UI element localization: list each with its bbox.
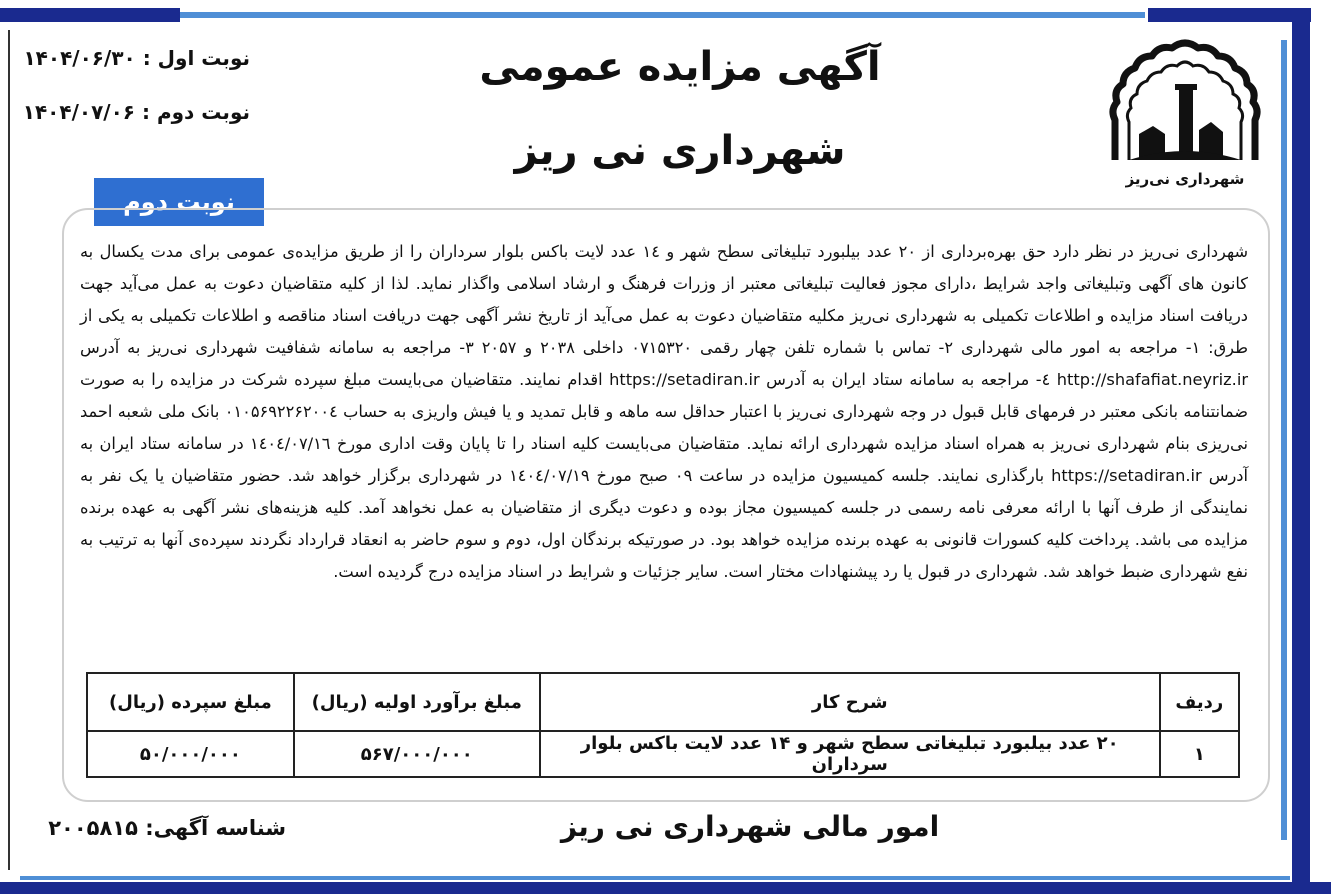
frame-top-bar [180,12,1145,18]
frame-top-right-bar [1148,8,1311,22]
frame-bottom-bar [0,882,1331,894]
announcement-body: شهرداری نی‌ریز در نظر دارد حق بهره‌برداری از ۲۰ عدد بیلبورد تبلیغاتی سطح شهر و ۱٤ عدد لایت باکس بلوار سرداران را از طریق مزایده‌ی عمومی برای مدت یکسال به کانون های آگهی وتبلیغاتی واجد شرایط ،دارای مجوز فعالیت تبلیغاتی معتبر از وزرات فرهنگ و ارشاد اسلامی واگذار نماید. لذا از کلیه متقاضیان دعوت به عمل می‌آید جهت دریافت اسناد مزایده و اطلاعات تکمیلی به شهرداری نی‌ریز مکلیه متقاضیان دعوت به عمل می‌آید از تاریخ نشر آگهی جهت دریافت اسناد مناقصه و اطلاعات تکمیلی به یکی از طرق: ۱- مراجعه به امور مالی شهرداری ۲- تماس با شماره تلفن چهار رقمی ۰۷۱۵۳۲۰ داخلی ۲۰۳۸ و ۲۰۵۷ ۳- مراجعه به سامانه شفافیت شهرداری نی‌ریز به آدرس http://shafafiat.neyriz.ir ٤- مراجعه به سامانه ستاد ایران به آدرس https://setadiran.ir اقدام نمایند. متقاضیان می‌بایست مبلغ سپرده شرکت در مزایده را به صورت ضمانتنامه بانکی معتبر در فرمهای قابل قبول در وجه شهرداری نی‌ریز با اعتبار حداقل سه ماهه و قابل تمدید و یا فیش واریزی به حساب ۰۱۰۵۶۹۲۲۶۲۰۰٤ بانک ملی شعبه احمد نی‌ریزی بنام شهرداری نی‌ریز به همراه اسناد مزایده شهرداری ارائه نماید. متقاضیان می‌بایست کلیه اسناد را تا پایان وقت اداری مورخ ۱٤۰٤/۰۷/۱٦ در سامانه ستاد ایران به آدرس https://setadiran.ir بارگذاری نمایند. جلسه کمیسیون مزایده در ساعت ۰۹ صبح مورخ ۱٤۰٤/۰۷/۱۹ در شهرداری برگزار خواهد شد. حضور متقاضیان یا یک نفر به نمایندگی از طرف آنها با ارائه معرفی نامه رسمی در جلسه کمیسیون مجاز بوده و دعوت دیگری از متقاضیان به عمل نخواهد آمد. کلیه هزینه‌های نشر آگهی به عهده برنده مزایده می باشد. پرداخت کلیه کسورات قانونی به عهده برنده مزایده خواهد بود. در صورتیکه برندگان اول، دوم و سوم حاضر به انعقاد قرارداد نگردند سپرده‌ی آنها به ترتیب به نفع شهرداری ضبط خواهد شد. شهرداری در قبول یا رد پیشنهادات مختار است. سایر جزئیات و شرایط در اسناد مزایده درج گردیده است. [80,242,1249,581]
frame-left-line [8,30,10,870]
logo-caption: شهرداری نی‌ریز [1125,170,1245,188]
frame-top-left-bar [0,8,180,22]
header-description: شرح کار [540,673,1160,731]
items-table [86,672,1240,778]
footer-ad-id: شناسه آگهی: ۲۰۰۵۸۱۵ [48,816,286,840]
footer-department: امور مالی شهرداری نی ریز [560,810,940,843]
page-title: آگهی مزایده عمومی [479,44,881,90]
frame-right-bar [1292,8,1310,886]
cell-deposit: ۵۰/۰۰۰/۰۰۰ [87,731,294,777]
cell-description: ۲۰ عدد بیلبورد تبلیغاتی سطح شهر و ۱۴ عدد لایت باکس بلوار سرداران [540,731,1160,777]
first-round-date: نوبت اول : ۱۴۰۴/۰۶/۳۰ [23,46,250,70]
second-round-date: نوبت دوم : ۱۴۰۴/۰۷/۰۶ [22,100,250,124]
table-header-row [87,673,1239,731]
header-estimate: مبلغ برآورد اولیه (ریال) [294,673,540,731]
round-badge: نوبت دوم [94,178,264,226]
page-subtitle: شهرداری نی ریز [514,128,846,174]
cell-estimate: ۵۶۷/۰۰۰/۰۰۰ [294,731,540,777]
frame-bottom-accent [20,876,1290,880]
cell-row-number: ۱ [1160,731,1239,777]
header-row-number: ردیف [1160,673,1239,731]
frame-right-accent [1281,40,1287,840]
header-deposit: مبلغ سپرده (ریال) [87,673,294,731]
table-row [87,731,1239,777]
